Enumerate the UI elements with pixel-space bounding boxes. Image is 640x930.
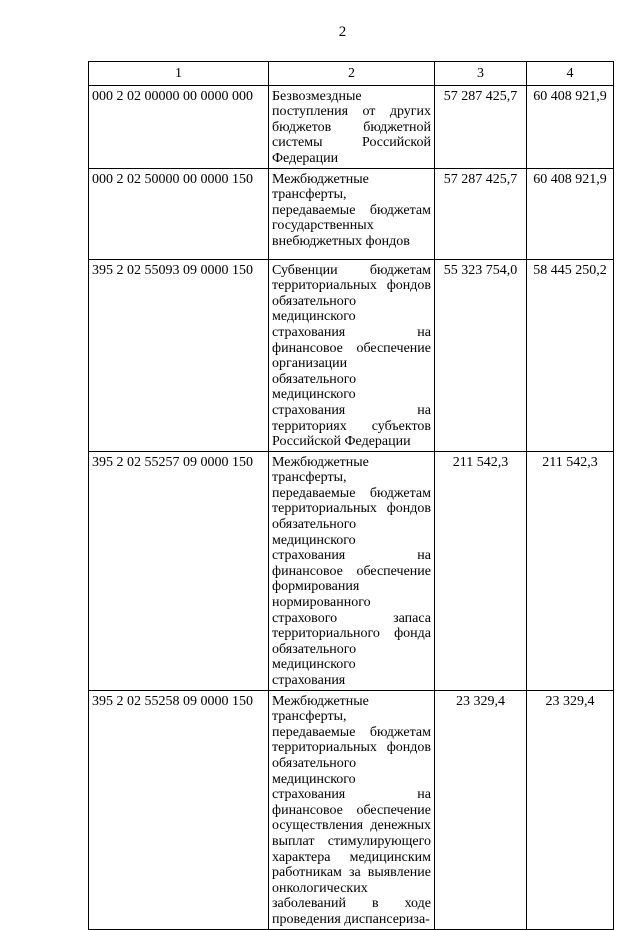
value-cell-col4: 60 408 921,9 (527, 85, 614, 168)
code-cell: 000 2 02 00000 00 0000 000 (89, 85, 269, 168)
code-cell: 395 2 02 55093 09 0000 150 (89, 259, 269, 451)
code-cell: 395 2 02 55257 09 0000 150 (89, 451, 269, 690)
header-row (89, 62, 614, 86)
description-cell: Межбюджетные трансферты, передаваемые бюджетам государственных внебюджетных фондов (269, 168, 435, 259)
table-row (89, 259, 614, 451)
header-cell-2: 2 (269, 62, 435, 86)
value-cell-col3: 211 542,3 (435, 451, 527, 690)
code-cell: 395 2 02 55258 09 0000 150 (89, 690, 269, 929)
budget-table (88, 61, 614, 930)
table-row (89, 168, 614, 259)
code-cell: 000 2 02 50000 00 0000 150 (89, 168, 269, 259)
value-cell-col3: 57 287 425,7 (435, 168, 527, 259)
value-cell-col3: 23 329,4 (435, 690, 527, 929)
table-row (89, 690, 614, 929)
description-cell: Субвенции бюджетам территориальных фондов обязательного медицинского страхования на финансовое обеспечение организации обязательного медицинского страхования на территориях субъектов Российской Федерации (269, 259, 435, 451)
header-cell-4: 4 (527, 62, 614, 86)
value-cell-col4: 23 329,4 (527, 690, 614, 929)
value-cell-col4: 60 408 921,9 (527, 168, 614, 259)
description-cell: Безвозмездные поступления от других бюджетов бюджетной системы Российской Федерации (269, 85, 435, 168)
value-cell-col3: 55 323 754,0 (435, 259, 527, 451)
value-cell-col4: 211 542,3 (527, 451, 614, 690)
page-number: 2 (338, 24, 347, 40)
header-cell-1: 1 (89, 62, 269, 86)
value-cell-col3: 57 287 425,7 (435, 85, 527, 168)
table-row (89, 85, 614, 168)
table-row (89, 451, 614, 690)
description-cell: Межбюджетные трансферты, передаваемые бюджетам территориальных фондов обязательного медицинского страхования на финансовое обеспечение формирования нормированного страхового запаса территориального фонда обязательного медицинского страхования (269, 451, 435, 690)
value-cell-col4: 58 445 250,2 (527, 259, 614, 451)
description-cell: Межбюджетные трансферты, передаваемые бюджетам территориальных фондов обязательного медицинского страхования на финансовое обеспечение осуществления денежных выплат стимулирующего характера медицинским работникам за выявление онкологических заболеваний в ходе проведения диспансериза- (269, 690, 435, 929)
header-cell-3: 3 (435, 62, 527, 86)
